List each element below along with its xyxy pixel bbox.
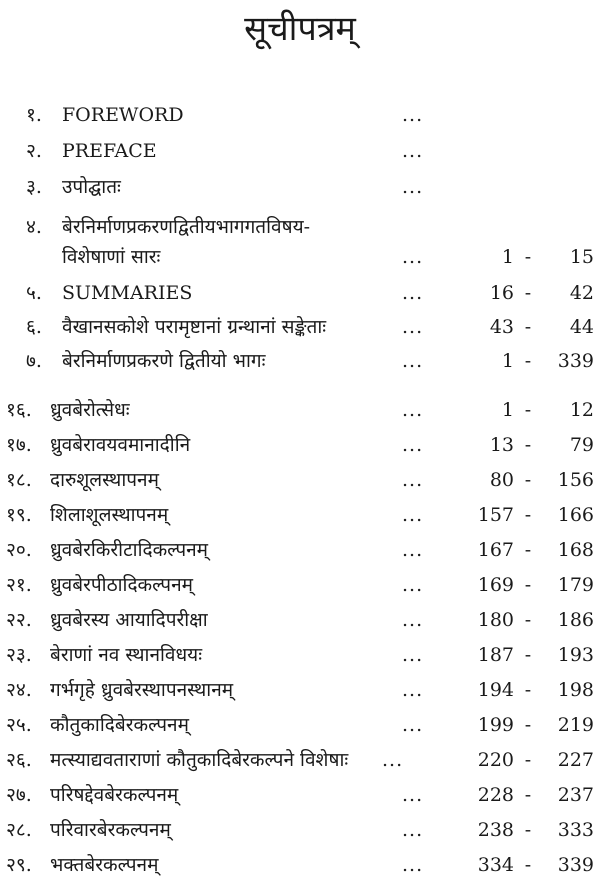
page-end: 156 [557, 469, 594, 491]
entry-title: विशेषाणां सारः [62, 246, 161, 268]
leader-dots: ... [402, 539, 424, 561]
leader-dots: ... [402, 679, 424, 701]
entry-number: ४. [26, 216, 42, 238]
entry-number: २. [26, 140, 42, 162]
chapter-row [0, 533, 600, 567]
page-range-dash: - [524, 644, 532, 666]
page-end: 168 [557, 539, 594, 561]
entry-title: भक्तबेरकल्पनम् [50, 854, 159, 876]
page-range-dash: - [524, 504, 532, 526]
chapter-row [0, 603, 600, 637]
page-range-dash: - [524, 714, 532, 736]
entry-number: २१. [6, 574, 32, 596]
front-matter-row [0, 240, 600, 274]
entry-number: २०. [6, 539, 32, 561]
page-start: 199 [477, 714, 514, 736]
entry-number: १८. [6, 469, 32, 491]
entry-title: वैखानसकोशे परामृष्टानां ग्रन्थानां सङ्केताः [62, 316, 327, 338]
entry-title: ध्रुवबेरस्य आयादिपरीक्षा [50, 609, 208, 631]
page-start: 187 [477, 644, 514, 666]
chapter-row [0, 848, 600, 882]
leader-dots: ... [402, 434, 424, 456]
entry-title: कौतुकादिबेरकल्पनम् [50, 714, 189, 736]
entry-title: FOREWORD [62, 104, 184, 126]
leader-dots: ... [402, 609, 424, 631]
entry-number: २८. [6, 819, 32, 841]
entry-number: २७. [6, 784, 32, 806]
page-range-dash: - [524, 749, 532, 771]
leader-dots: ... [402, 504, 424, 526]
leader-dots: ... [402, 644, 424, 666]
leader-dots: ... [402, 784, 424, 806]
page-range-dash: - [524, 539, 532, 561]
entry-title: SUMMARIES [62, 282, 193, 304]
front-matter-row [0, 344, 600, 378]
entry-number: १७. [6, 434, 32, 456]
chapter-row [0, 428, 600, 462]
leader-dots: ... [402, 316, 424, 338]
page-range-dash: - [524, 854, 532, 876]
page-end: 79 [569, 434, 594, 456]
entry-number: २५. [6, 714, 32, 736]
page-start: 1 [501, 246, 514, 268]
chapter-row [0, 393, 600, 427]
front-matter-row [0, 134, 600, 168]
entry-title: बेराणां नव स्थानविधयः [50, 644, 203, 666]
page-start: 228 [477, 784, 514, 806]
chapter-row [0, 778, 600, 812]
page-end: 339 [557, 350, 594, 372]
page-start: 194 [477, 679, 514, 701]
leader-dots: ... [382, 749, 404, 771]
page-range-dash: - [524, 316, 532, 338]
page-start: 1 [501, 350, 514, 372]
page-range-dash: - [524, 282, 532, 304]
leader-dots: ... [402, 399, 424, 421]
page-start: 43 [489, 316, 514, 338]
entry-title: ध्रुवबेरपीठादिकल्पनम् [50, 574, 193, 596]
page-end: 237 [557, 784, 594, 806]
entry-number: २२. [6, 609, 32, 631]
page-title: सूचीपत्रम् [244, 9, 356, 49]
page-start: 169 [477, 574, 514, 596]
leader-dots: ... [402, 176, 424, 198]
page-end: 193 [557, 644, 594, 666]
page-end: 339 [557, 854, 594, 876]
page-end: 42 [569, 282, 594, 304]
entry-title: ध्रुवबेरोत्सेधः [50, 399, 130, 421]
chapter-row [0, 463, 600, 497]
entry-number: १९. [6, 504, 32, 526]
page-start: 1 [501, 399, 514, 421]
entry-number: ६. [26, 316, 42, 338]
page-end: 219 [557, 714, 594, 736]
page-range-dash: - [524, 469, 532, 491]
entry-number: २४. [6, 679, 32, 701]
chapter-row [0, 638, 600, 672]
leader-dots: ... [402, 714, 424, 736]
chapter-row [0, 708, 600, 742]
page-end: 186 [557, 609, 594, 631]
page-end: 227 [557, 749, 594, 771]
page-start: 167 [477, 539, 514, 561]
front-matter-row [0, 210, 600, 244]
page-start: 16 [489, 282, 514, 304]
entry-number: १. [26, 104, 42, 126]
entry-number: २६. [6, 749, 32, 771]
page-start: 80 [489, 469, 514, 491]
entry-title: परिवारबेरकल्पनम् [50, 819, 171, 841]
entry-title: शिलाशूलस्थापनम् [50, 504, 169, 526]
chapter-row [0, 673, 600, 707]
page-range-dash: - [524, 246, 532, 268]
page-end: 179 [557, 574, 594, 596]
page-range-dash: - [524, 399, 532, 421]
entry-number: ३. [26, 176, 42, 198]
entry-number: १६. [6, 399, 32, 421]
entry-title: ध्रुवबेरकिरीटादिकल्पनम् [50, 539, 209, 561]
chapter-row [0, 568, 600, 602]
page-start: 334 [477, 854, 514, 876]
leader-dots: ... [402, 854, 424, 876]
front-matter-row [0, 310, 600, 344]
leader-dots: ... [402, 819, 424, 841]
entry-number: २३. [6, 644, 32, 666]
entry-title: बेरनिर्माणप्रकरणे द्वितीयो भागः [62, 350, 266, 372]
chapter-row [0, 498, 600, 532]
page-range-dash: - [524, 679, 532, 701]
entry-title: उपोद्घातः [62, 176, 121, 198]
leader-dots: ... [402, 140, 424, 162]
page-end: 333 [557, 819, 594, 841]
page-end: 15 [569, 246, 594, 268]
page-range-dash: - [524, 350, 532, 372]
entry-title: मत्स्याद्यवताराणां कौतुकादिबेरकल्पने विशेषाः [50, 749, 349, 771]
page-start: 220 [477, 749, 514, 771]
page-start: 13 [489, 434, 514, 456]
leader-dots: ... [402, 104, 424, 126]
entry-title: गर्भगृहे ध्रुवबेरस्थापनस्थानम् [50, 679, 234, 701]
entry-number: ७. [26, 350, 42, 372]
leader-dots: ... [402, 246, 424, 268]
page-range-dash: - [524, 784, 532, 806]
page-range-dash: - [524, 609, 532, 631]
page-end: 12 [569, 399, 594, 421]
entry-title: PREFACE [62, 140, 157, 162]
leader-dots: ... [402, 282, 424, 304]
leader-dots: ... [402, 469, 424, 491]
page-range-dash: - [524, 574, 532, 596]
chapter-row [0, 743, 600, 777]
page-range-dash: - [524, 434, 532, 456]
front-matter-row [0, 98, 600, 132]
entry-title: दारुशूलस्थापनम् [50, 469, 159, 491]
entry-title: बेरनिर्माणप्रकरणद्वितीयभागगतविषय- [62, 216, 311, 238]
front-matter-row [0, 170, 600, 204]
entry-title: परिषद्देवबेरकल्पनम् [50, 784, 179, 806]
leader-dots: ... [402, 350, 424, 372]
entry-title: ध्रुवबेरावयवमानादीनि [50, 434, 191, 456]
page-end: 198 [557, 679, 594, 701]
page-range-dash: - [524, 819, 532, 841]
front-matter-row [0, 276, 600, 310]
page-end: 166 [557, 504, 594, 526]
leader-dots: ... [402, 574, 424, 596]
entry-number: ५. [26, 282, 42, 304]
page-start: 157 [477, 504, 514, 526]
chapter-row [0, 813, 600, 847]
page-start: 180 [477, 609, 514, 631]
page-end: 44 [569, 316, 594, 338]
page-start: 238 [477, 819, 514, 841]
entry-number: २९. [6, 854, 32, 876]
